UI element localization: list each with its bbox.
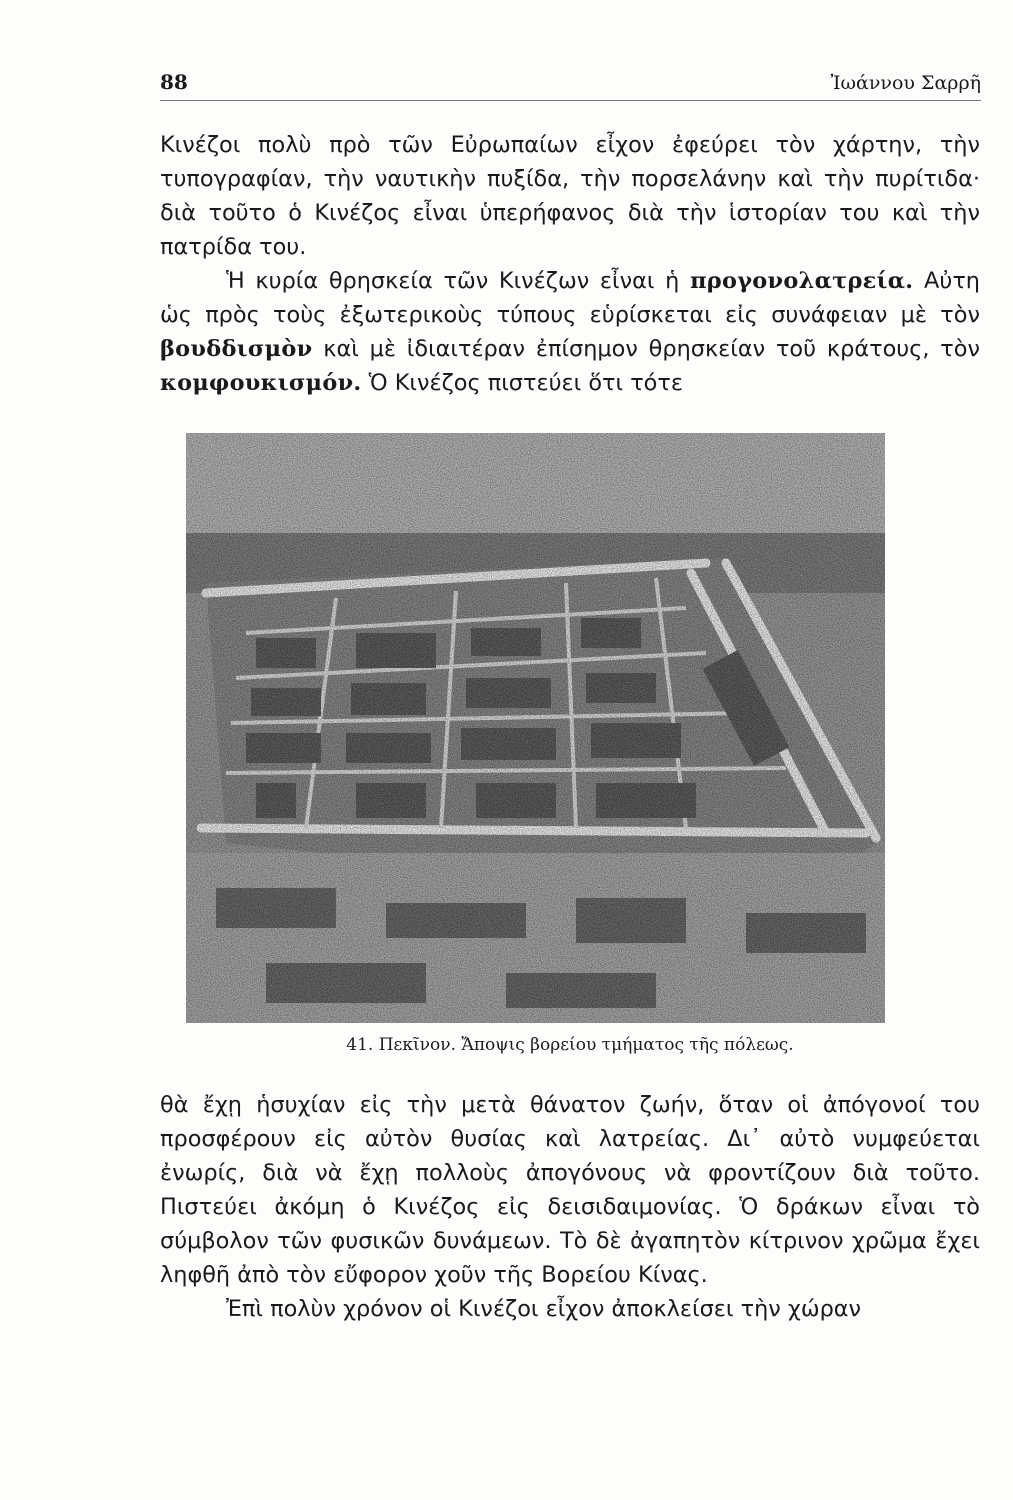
aerial-photo-peking <box>186 433 885 1023</box>
paragraph-2-part-c: καὶ μὲ ἰδιαιτέραν ἐπίσημον θρησκείαν τοῦ κράτους, τὸν <box>312 336 980 362</box>
paragraph-1: Κινέζοι πολὺ πρὸ τῶν Εὐρωπαίων εἶχον ἐφεύρει τὸν χάρτην, τὴν τυπογραφίαν, τὴν ναυτικὴν πυξίδα, τὴν πορσελάνην καὶ τὴν πυρίτιδα· διὰ τοῦτο ὁ Κινέζος εἶναι ὑπερήφανος διὰ τὴν ἱστορίαν του καὶ τὴν πατρίδα του. <box>160 132 980 260</box>
paragraph-3: θὰ ἔχῃ ἡσυχίαν εἰς τὴν μετὰ θάνατον ζωήν, ὅταν οἱ ἀπόγονοί του προσφέρουν εἰς αὐτὸν θυσίας καὶ λατρείας. Δι᾿ αὐτὸ νυμφεύεται ἐνωρίς, διὰ νὰ ἔχῃ πολλοὺς ἀπογόνους νὰ φροντίζουν διὰ τοῦτο. Πιστεύει ἀκόμη ὁ Κινέζος εἰς δεισιδαιμονίας. Ὁ δράκων εἶναι τὸ σύμβολον τῶν φυσικῶν δυνάμεων. Τὸ δὲ ἀγαπητὸν κίτρινον χρῶμα ἔχει ληφθῆ ἀπὸ τὸν εὔφορον χοῦν τῆς Βορείου Κίνας. <box>160 1092 980 1288</box>
term-ancestor-worship: προγονολατρεία. <box>690 268 914 294</box>
term-confucianism: κομφουκισμόν. <box>160 370 362 396</box>
bottom-text-block <box>160 1088 980 1326</box>
paragraph-2 <box>160 264 980 400</box>
paragraph-4: Ἐπὶ πολὺν χρόνον οἱ Κινέζοι εἶχον ἀποκλείσει τὴν χώραν <box>226 1296 862 1322</box>
figure-caption: 41. Πεκῖνον. Ἄποψις βορείου τμήματος τῆς πόλεως. <box>346 1035 794 1055</box>
page-header <box>160 66 981 101</box>
running-head: Ἰωάννου Σαρρῆ <box>830 72 981 94</box>
page-number: 88 <box>160 70 188 94</box>
paragraph-2-part-b: Αὐτη ὡς πρὸς τοὺς ἐξωτερικοὺς τύπους εὑρίσκεται εἰς συνάφειαν μὲ τὸν <box>160 268 980 328</box>
paragraph-2-part-d: Ὁ Κινέζος πιστεύει ὅτι τότε <box>361 370 683 396</box>
paragraph-2-part-a: Ἡ κυρία θρησκεία τῶν Κινέζων εἶναι ἡ <box>226 268 691 294</box>
top-text-block <box>160 128 980 400</box>
term-buddhism: βουδδισμὸν <box>160 336 313 362</box>
